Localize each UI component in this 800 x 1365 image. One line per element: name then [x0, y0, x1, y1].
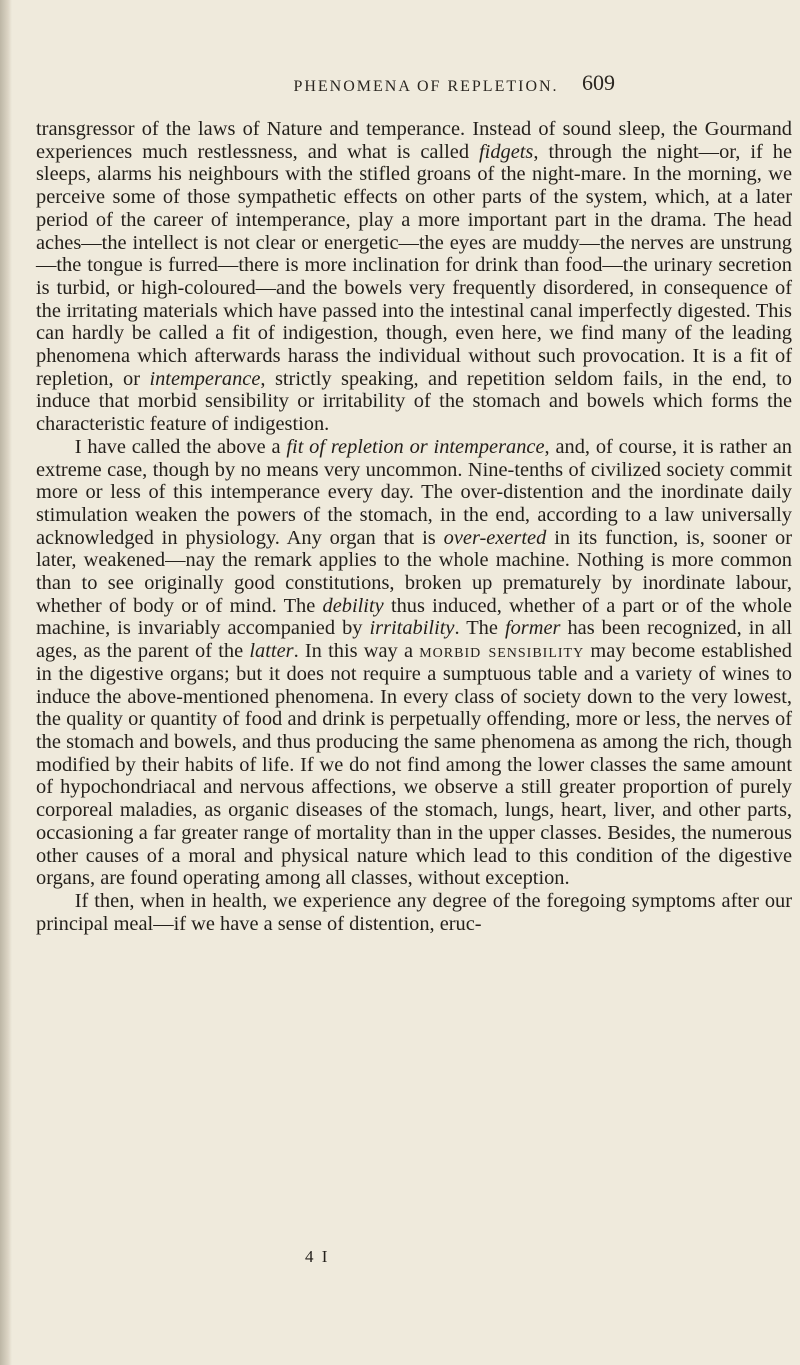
- italic-phrase: latter: [249, 640, 294, 663]
- paragraph: [36, 436, 792, 890]
- body-text: [36, 118, 792, 935]
- text-run: . The: [454, 617, 505, 640]
- italic-phrase: fit of repletion or intemperance: [286, 435, 545, 458]
- text-run: transgressor of the laws of Nature and temperance. Instead of sound sleep, the Gourmand experiences much restlessness, and what is called: [36, 118, 792, 163]
- italic-phrase: intemperance: [149, 367, 261, 390]
- text-run: , strictly speaking, and repetition seldom fails, in the end, to induce that morbid sensibility or irritability of the stomach and bowels which forms the characteristic feature of indigestion.: [36, 367, 792, 436]
- italic-phrase: irritability: [369, 617, 455, 640]
- text-run: thus induced, whether of a part or of the whole machine, is invariably accompanied by: [36, 594, 792, 640]
- italic-phrase: former: [504, 617, 561, 640]
- text-run: If then, when in health, we experience any degree of the foregoing symptoms after our principal meal—if we have a sense of distention, eruc-: [36, 889, 792, 935]
- text-run: in its function, is, sooner or later, weakened—nay the remark applies to the whole machine. Nothing is more common than to see originally good constitutions, broken up prematurely by inordinate labour, whether of body or of mind. The: [36, 526, 792, 617]
- italic-phrase: over-exerted: [443, 526, 547, 549]
- paragraph: [36, 890, 792, 935]
- text-run: I have called the above a: [74, 435, 287, 458]
- running-header: PHENOMENA OF REPLETION.: [293, 78, 559, 95]
- paragraph: [36, 118, 792, 436]
- binding-gutter: [0, 0, 12, 1365]
- text-run: has been recognized, in all ages, as the parent of the: [36, 617, 792, 663]
- italic-phrase: fidgets: [479, 140, 534, 163]
- signature-mark: 4 I: [305, 1247, 330, 1266]
- page-number: 609: [582, 70, 615, 95]
- text-run: , and, of course, it is rather an extreme case, though by no means very uncommon. Nine-tenths of civilized society commit more or less of this intemperance every day. The over-distention and the inordinate daily stimulation weaken the powers of the stomach, in the end, according to a law universally acknowledged in physiology. Any organ that is: [36, 435, 792, 549]
- small-caps-phrase: morbid sensibility: [419, 640, 585, 663]
- text-run: , through the night—or, if he sleeps, alarms his neighbours with the stifled groans of the night-mare. In the morning, we perceive some of those sympathetic effects on other parts of the system, which, at a later period of the career of intemperance, play a more important part in the drama. The head aches—the intellect is not clear or energetic—the eyes are muddy—the nerves are unstrung—the tongue is furred—there is more inclination for drink than food—the urinary secretion is turbid, or high-coloured—and the bowels very frequently disordered, in consequence of the irritating materials which have passed into the intestinal canal imperfectly digested. This can hardly be called a fit of indigestion, though, even here, we find many of the leading phenomena which afterwards harass the individual without such provocation. It is a fit of repletion, or: [36, 140, 792, 390]
- text-run: may become established in the digestive organs; but it does not require a sumptuous table and a variety of wines to induce the above-mentioned phenomena. In every class of society down to the very lowest, the quality or quantity of food and drink is perpetually offending, more or less, the nerves of the stomach and bowels, and thus producing the same phenomena as among the rich, though modified by their habits of life. If we do not find among the lower classes the same amount of hypochondriacal and nervous affections, we observe a still greater proportion of purely corporeal maladies, as organic diseases of the stomach, lungs, heart, liver, and other parts, occasioning a far greater range of mortality than in the upper classes. Besides, the numerous other causes of a moral and physical nature which lead to this condition of the digestive organs, are found operating among all classes, without exception.: [36, 640, 792, 890]
- italic-phrase: debility: [322, 594, 384, 617]
- text-run: . In this way a: [293, 640, 420, 663]
